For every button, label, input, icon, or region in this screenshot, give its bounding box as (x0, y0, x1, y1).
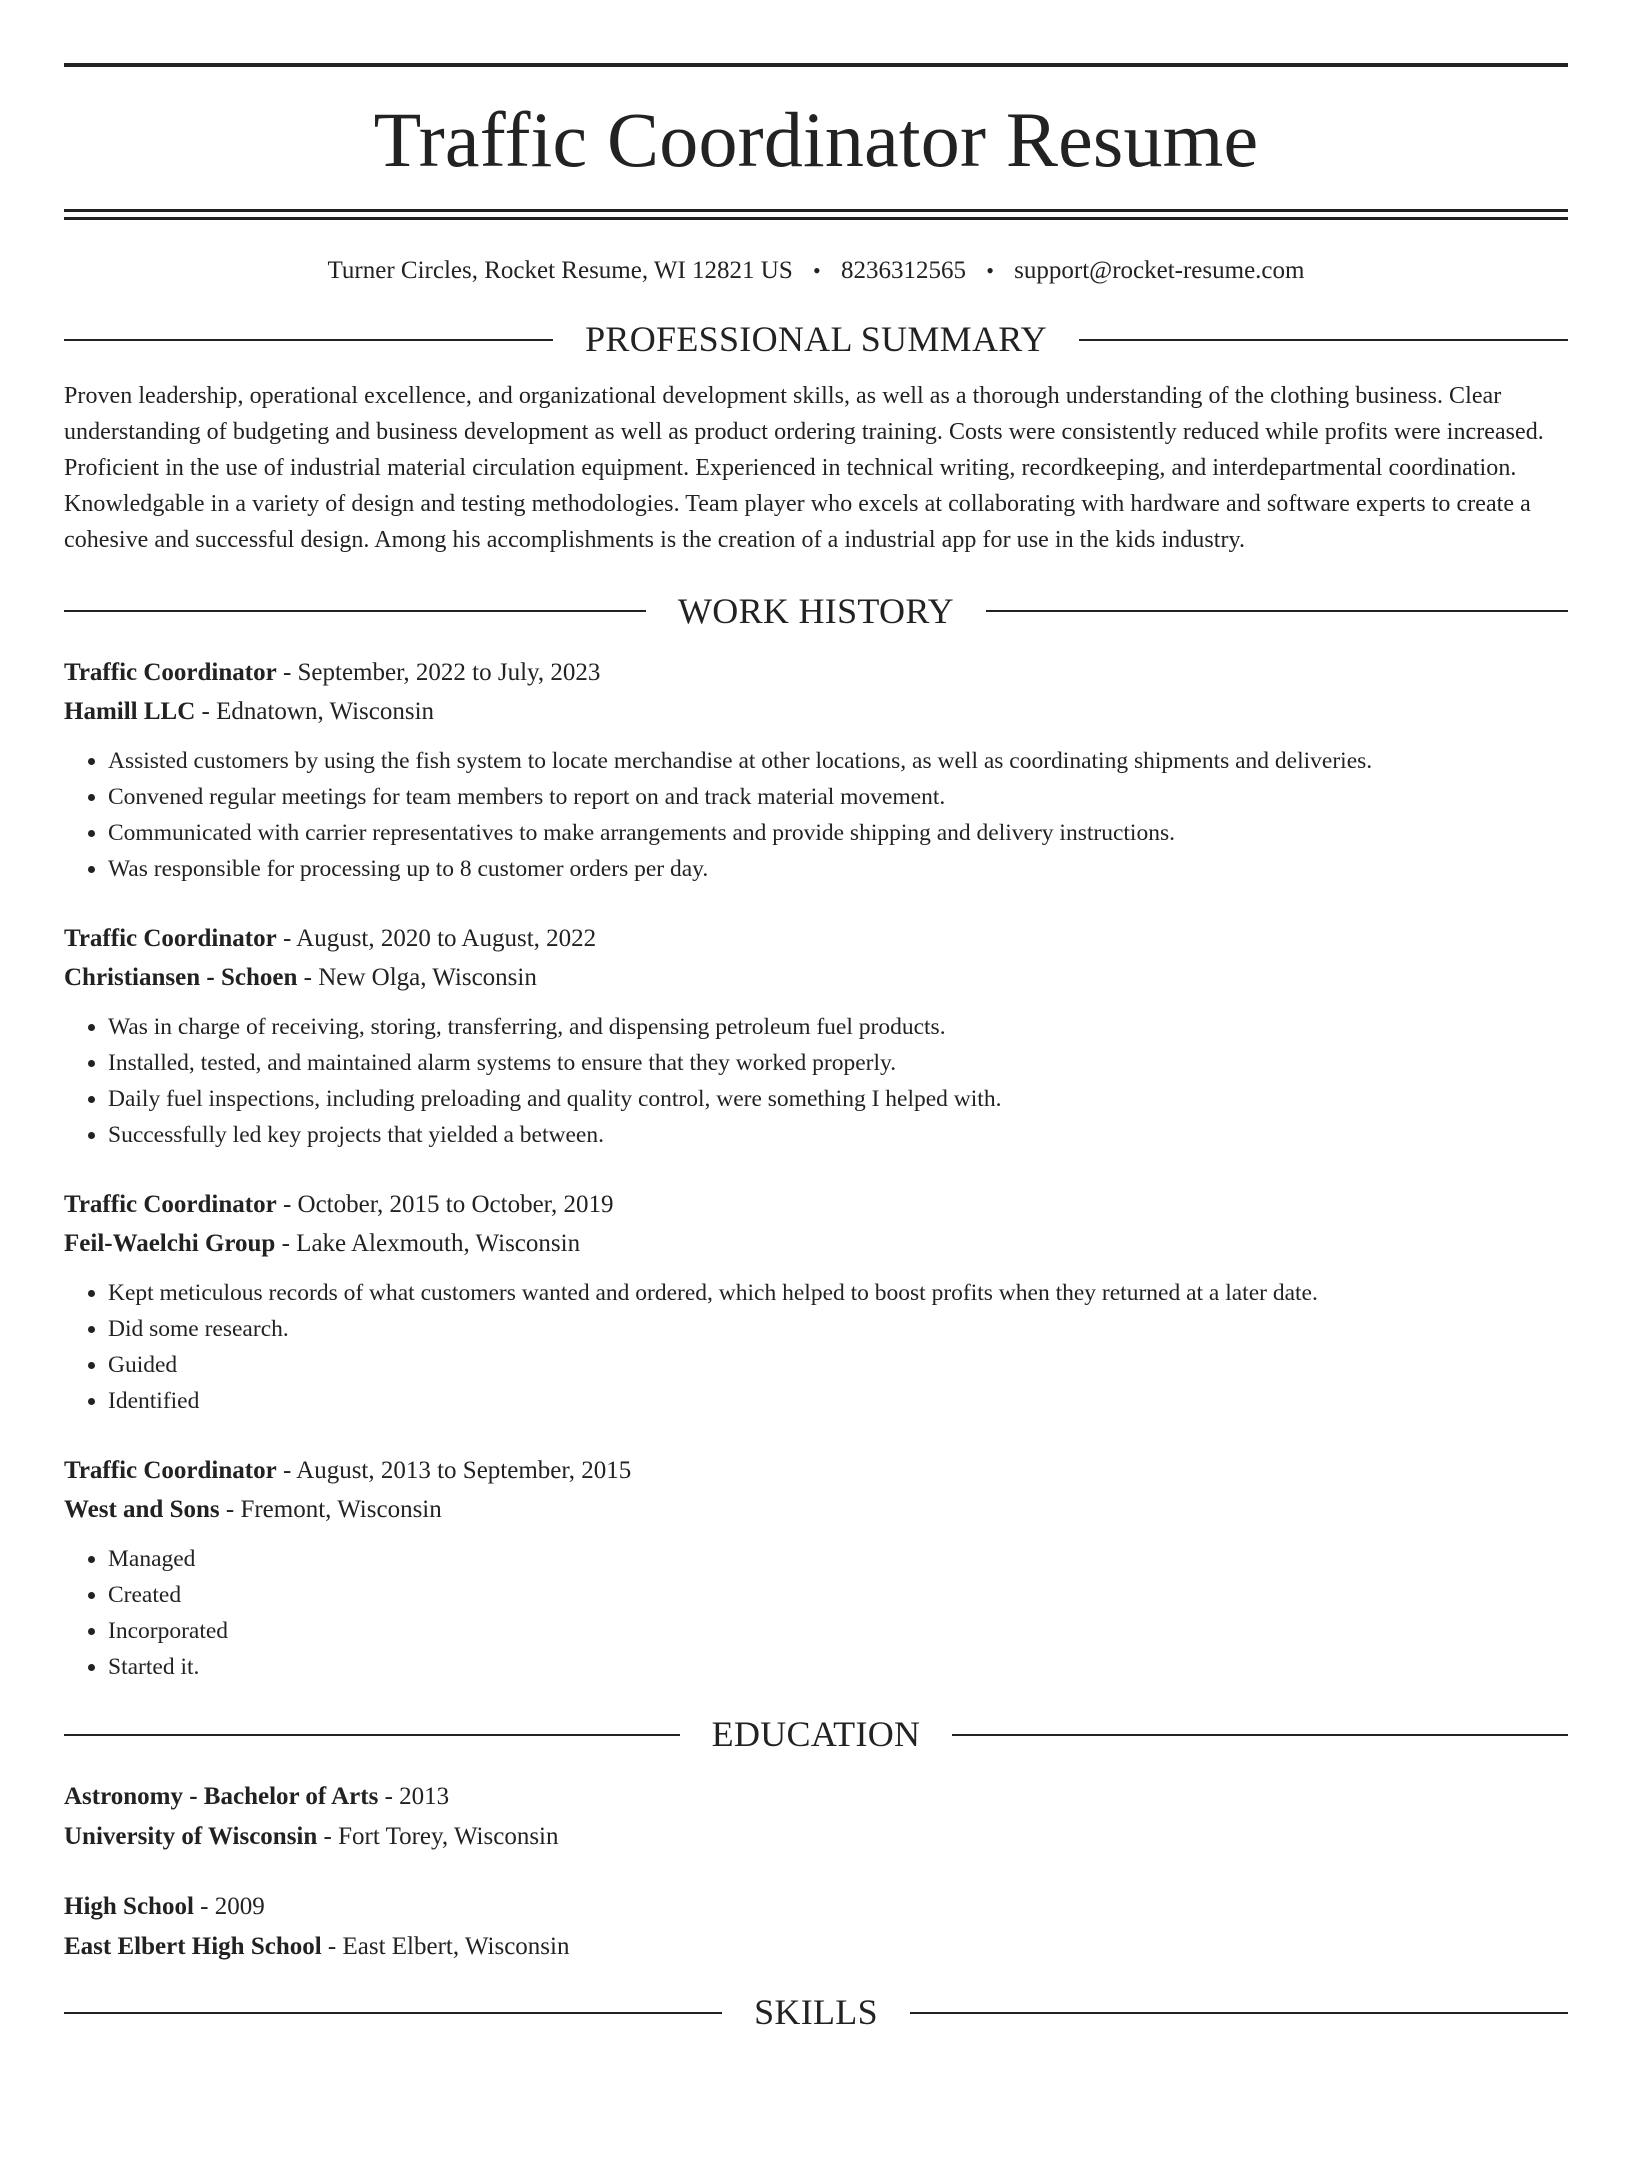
section-heading-summary (64, 320, 1568, 360)
contact-separator: • (813, 258, 821, 283)
job-company-line (64, 692, 1568, 731)
job-title-line (64, 1185, 1568, 1224)
education-school-line (64, 1927, 1568, 1967)
contact-email: support@rocket-resume.com (1014, 257, 1305, 284)
education-entry (64, 1887, 1568, 1967)
list-item: • Managed (108, 1541, 1568, 1577)
job-company-line (64, 1490, 1568, 1529)
job-company: Hamill LLC (64, 698, 196, 726)
list-item: • Incorporated (108, 1613, 1568, 1649)
education-degree-line (64, 1777, 1568, 1817)
job-company-line (64, 958, 1568, 997)
job-entry (64, 1451, 1568, 1685)
education-location: - East Elbert, Wisconsin (321, 1932, 570, 1960)
job-title: Traffic Coordinator (64, 1457, 277, 1485)
education-school: University of Wisconsin (64, 1822, 318, 1850)
education-degree-line (64, 1887, 1568, 1927)
summary-text: Proven leadership, operational excellence, and organizational development skills, as well as a thorough understanding of the clothing business. Clear understanding of budgeting and business development as well as product ordering training. Costs were consistently reduced while profits were increased. Proficient in the use of industrial material circulation equipment. Experienced in technical writing, recordkeeping, and interdepartmental coordination. Knowledgable in a variety of design and testing methodologies. Team player who excels at collaborating with hardware and software experts to create a cohesive and successful design. Among his accomplishments is the creation of a industrial app for use in the kids industry. (64, 382, 1544, 553)
job-title: Traffic Coordinator (64, 659, 277, 687)
job-company: Christiansen - Schoen (64, 964, 298, 992)
education-year: - 2013 (378, 1782, 450, 1810)
list-item: • Communicated with carrier representatives to make arrangements and provide shipping and delivery instructions. (108, 815, 1568, 851)
list-item: • Was in charge of receiving, storing, transferring, and dispensing petroleum fuel products. (108, 1009, 1568, 1045)
section-heading-work-history (64, 592, 1568, 632)
job-location: - Fremont, Wisconsin (219, 1496, 442, 1524)
list-item: • Was responsible for processing up to 8 customer orders per day. (108, 851, 1568, 887)
list-item: • Did some research. (108, 1311, 1568, 1347)
job-title: Traffic Coordinator (64, 1191, 277, 1219)
job-dates: - September, 2022 to July, 2023 (276, 659, 601, 687)
top-rule (64, 63, 1568, 67)
education-year: - 2009 (193, 1892, 265, 1920)
resume-page (0, 63, 1632, 2175)
list-item: • Started it. (108, 1649, 1568, 1685)
list-item: • Assisted customers by using the fish system to locate merchandise at other locations, as well as coordinating shipments and deliveries. (108, 743, 1568, 779)
job-bullets (64, 1275, 1568, 1419)
contact-line (64, 256, 1568, 286)
list-item: • Identified (108, 1383, 1568, 1419)
list-item: • Created (108, 1577, 1568, 1613)
job-title: Traffic Coordinator (64, 925, 277, 953)
job-location: - New Olga, Wisconsin (297, 964, 537, 992)
section-title: SKILLS (754, 1991, 878, 2032)
job-company: Feil-Waelchi Group (64, 1230, 276, 1258)
contact-separator: • (986, 258, 994, 283)
list-item: • Kept meticulous records of what customers wanted and ordered, which helped to boost profits when they returned at a later date. (108, 1275, 1568, 1311)
list-item: • Successfully led key projects that yielded a between. (108, 1117, 1568, 1153)
section-title: EDUCATION (711, 1714, 921, 1755)
job-dates: - August, 2020 to August, 2022 (276, 925, 597, 953)
education-location: - Fort Torey, Wisconsin (317, 1822, 559, 1850)
job-company: West and Sons (64, 1496, 220, 1524)
job-bullets (64, 1009, 1568, 1153)
title-double-rule (64, 209, 1568, 220)
job-location: - Lake Alexmouth, Wisconsin (275, 1230, 581, 1258)
education-school-line (64, 1817, 1568, 1857)
job-entry (64, 1185, 1568, 1419)
list-item: • Installed, tested, and maintained alarm systems to ensure that they worked properly. (108, 1045, 1568, 1081)
list-item: • Guided (108, 1347, 1568, 1383)
job-bullets (64, 1541, 1568, 1685)
education-school: East Elbert High School (64, 1932, 322, 1960)
job-bullets (64, 743, 1568, 887)
section-title: PROFESSIONAL SUMMARY (585, 319, 1047, 359)
job-dates: - October, 2015 to October, 2019 (276, 1191, 614, 1219)
education-degree: Astronomy - Bachelor of Arts (64, 1782, 379, 1810)
job-title-line (64, 919, 1568, 958)
section-heading-education (64, 1715, 1568, 1755)
contact-phone: 8236312565 (840, 257, 966, 284)
job-location: - Ednatown, Wisconsin (195, 698, 435, 726)
job-company-line (64, 1224, 1568, 1263)
page-title: Traffic Coordinator Resume (373, 96, 1259, 183)
job-entry (64, 919, 1568, 1153)
job-dates: - August, 2013 to September, 2015 (276, 1457, 632, 1485)
education-degree: High School (64, 1892, 194, 1920)
work-history-list (64, 653, 1568, 1685)
job-entry (64, 653, 1568, 887)
list-item: • Daily fuel inspections, including preloading and quality control, were something I helped with. (108, 1081, 1568, 1117)
section-title: WORK HISTORY (678, 590, 954, 631)
list-item: • Convened regular meetings for team members to report on and track material movement. (108, 779, 1568, 815)
section-heading-skills (64, 1993, 1568, 2033)
job-title-line (64, 1451, 1568, 1490)
job-title-line (64, 653, 1568, 692)
education-entry (64, 1777, 1568, 1857)
contact-address: Turner Circles, Rocket Resume, WI 12821 US (327, 257, 793, 284)
education-list (64, 1777, 1568, 1967)
